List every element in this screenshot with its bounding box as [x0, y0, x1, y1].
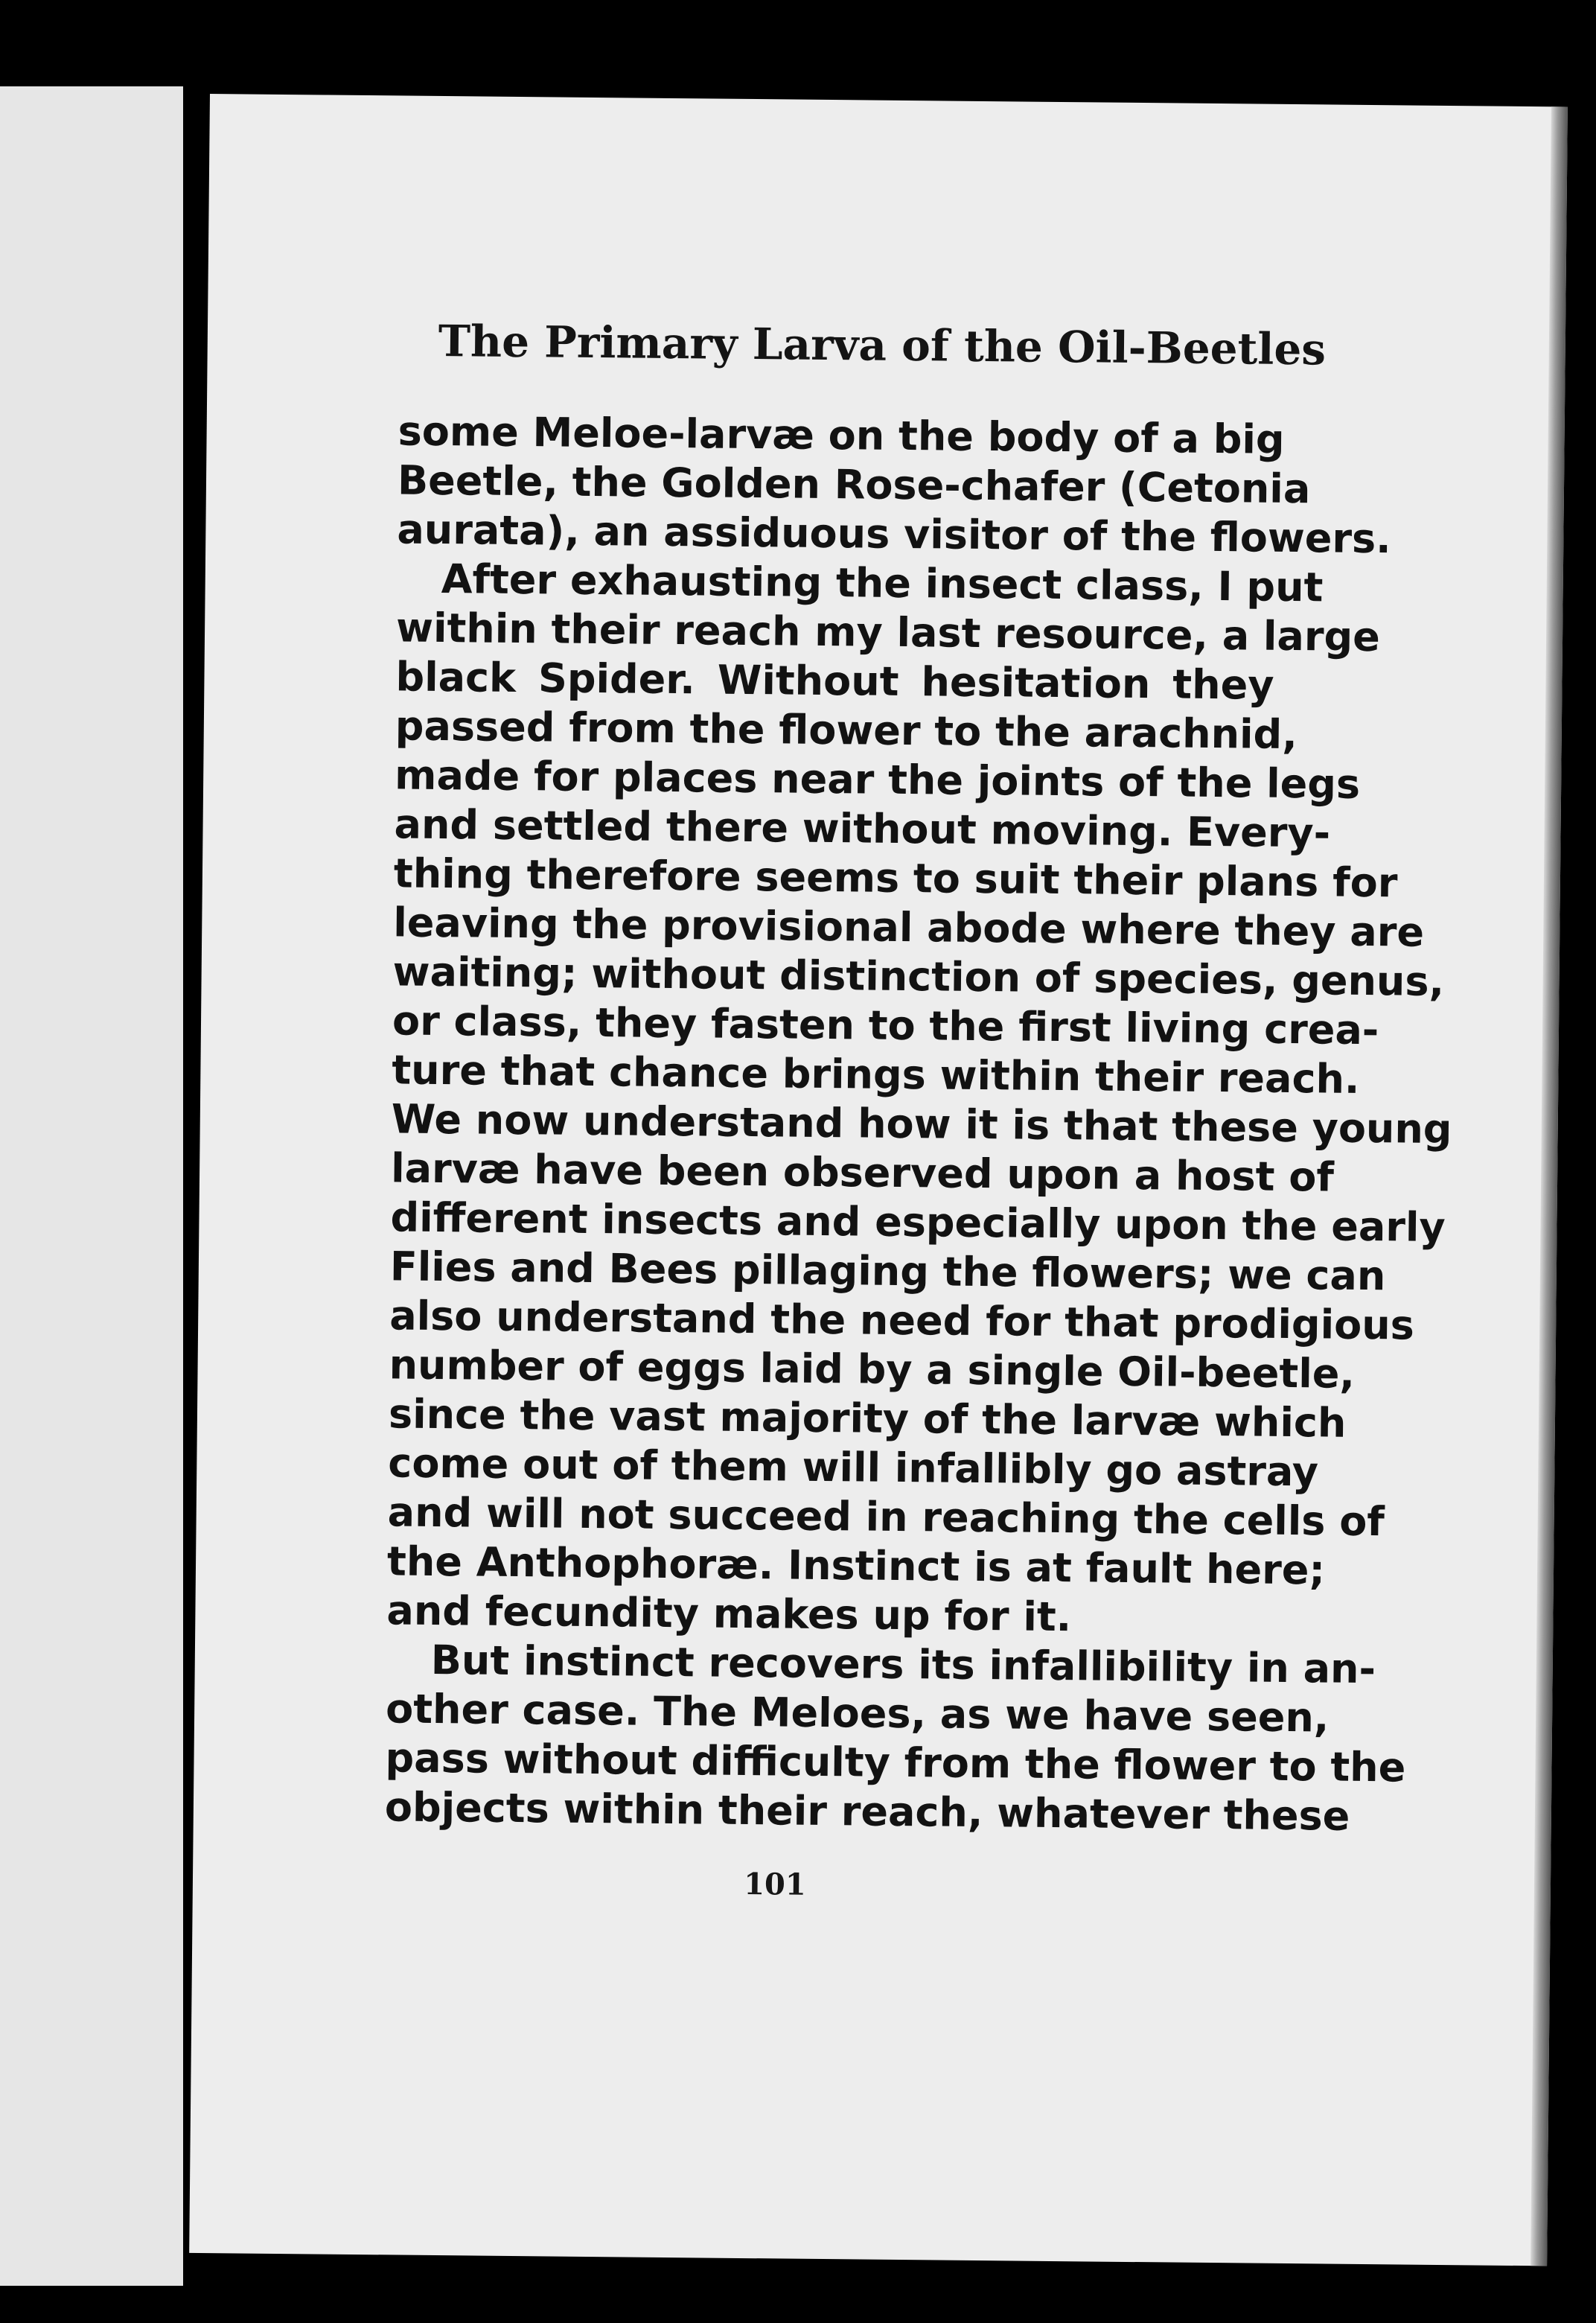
page-number: 101 [743, 1866, 806, 1902]
text-line: Flies and Bees pillaging the flowers; we can [389, 1243, 1386, 1300]
text-line: thing therefore seems to suit their plans for [393, 850, 1398, 907]
text-line: other case. The Meloes, as we have seen, [385, 1685, 1330, 1742]
text-line: ture that chance brings within their reach. [392, 1046, 1360, 1103]
text-line: We now understand how it is that these young [391, 1095, 1452, 1153]
text-line: leaving the provisional abode where they are [393, 899, 1425, 956]
text-line: number of eggs laid by a single Oil-beetle, [389, 1341, 1356, 1398]
text-line: passed from the flower to the arachnid, [395, 702, 1298, 759]
text-line: come out of them will infallibly go astray [388, 1439, 1319, 1496]
text-line: or class, they fasten to the first living crea- [392, 997, 1379, 1054]
text-line: larvæ have been observed upon a host of [390, 1144, 1335, 1201]
text-line: aurata), an assiduous visitor of the flowers. [397, 506, 1392, 563]
text-line: black Spider. Without hesitation they [395, 653, 1274, 709]
running-head: The Primary Larva of the Oil-Beetles [438, 315, 1327, 375]
body-text [384, 407, 1452, 1840]
paragraph-start-line: After exhausting the insect class, I put [441, 555, 1324, 611]
text-line: different insects and especially upon the early [390, 1194, 1446, 1252]
text-line: some Meloe-larvæ on the body of a big [398, 407, 1285, 463]
text-line: the Anthophoræ. Instinct is at fault here; [386, 1537, 1326, 1594]
page-edge-shadow [1530, 106, 1568, 2266]
text-line: within their reach my last resource, a large [395, 604, 1381, 661]
book-page [189, 94, 1568, 2266]
paragraph-start-line: But instinct recovers its infallibility in an- [430, 1636, 1376, 1693]
text-line: waiting; without distinction of species, genus, [392, 948, 1445, 1005]
text-line: since the vast majority of the larvæ which [388, 1390, 1347, 1447]
text-line: and fecundity makes up for it. [386, 1587, 1072, 1641]
text-line: pass without difficulty from the flower to the [385, 1734, 1406, 1791]
text-line: and will not succeed in reaching the cells of [387, 1488, 1385, 1546]
text-line: Beetle, the Golden Rose-chafer (Cetonia [397, 456, 1311, 513]
text-line: and settled there without moving. Every- [394, 800, 1331, 857]
text-line: also understand the need for that prodigious [389, 1292, 1415, 1349]
text-line: objects within their reach, whatever these [384, 1783, 1350, 1840]
facing-page-edge [0, 86, 183, 2286]
text-line: made for places near the joints of the legs [394, 751, 1361, 808]
